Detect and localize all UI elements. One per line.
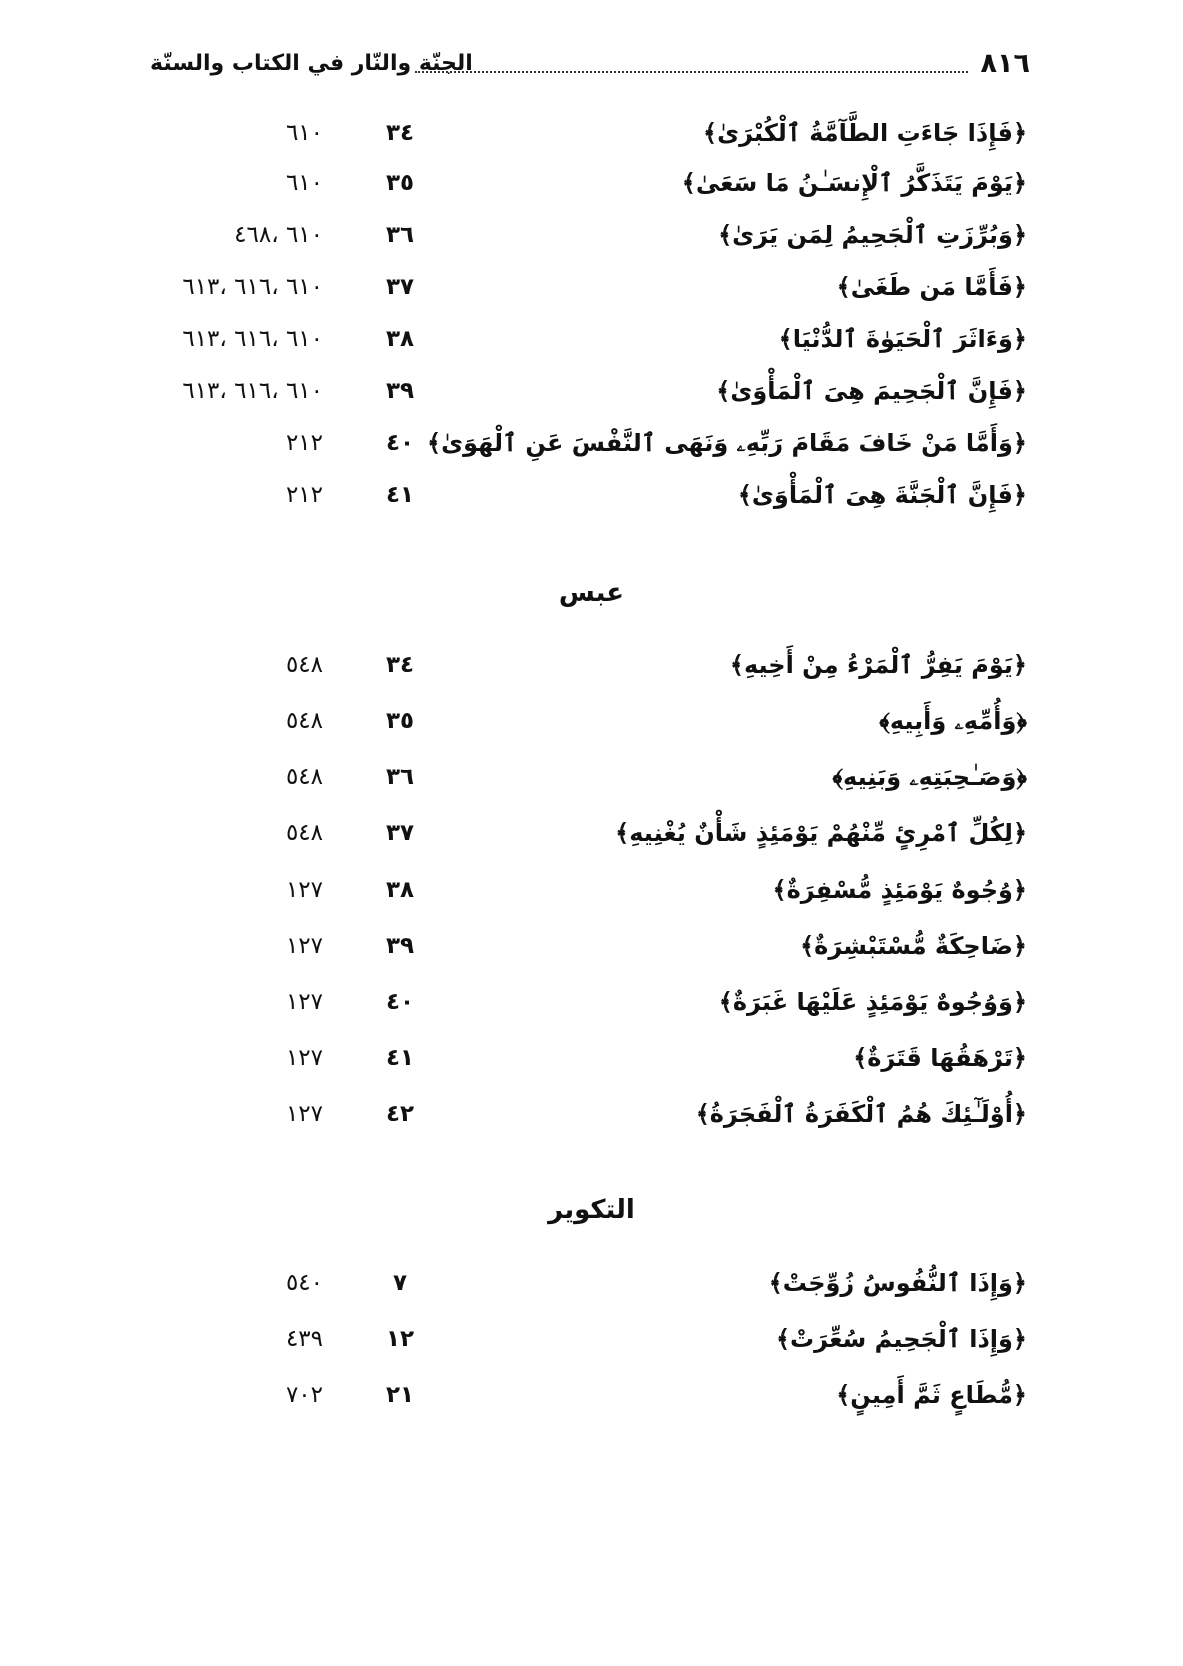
page-refs: ٤٣٩ [285, 1326, 323, 1352]
page-refs: ٦١٠ ،٦١٦ ،٦١٣ [182, 326, 323, 352]
ayah-text: ﴿وَإِذَا ٱلْجَحِيمُ سُعِّرَتْ﴾ [775, 1325, 1027, 1353]
page-number: ٨١٦ [980, 48, 1030, 79]
book-title: الجنّة والنّار في الكتاب والسنّة [150, 51, 473, 76]
verse-row [0, 366, 1183, 416]
verse-number: ٢١ [385, 1382, 415, 1408]
verse-row [0, 752, 1183, 802]
page-refs: ٥٤٨ [285, 708, 323, 734]
verse-number: ٣٧ [385, 274, 415, 300]
surah-heading: عبس [558, 578, 625, 608]
ayah-text: ﴿فَإِذَا جَاءَتِ الطَّآمَّةُ ٱلْكُبْرَىٰ﴾ [703, 119, 1027, 147]
ayah-text: ﴿وَصَـٰحِبَتِهِۦ وَبَنِيهِ﴾ [832, 763, 1027, 791]
page-refs: ١٢٧ [285, 877, 323, 903]
ayah-text: ﴿يَوْمَ يَفِرُّ ٱلْمَرْءُ مِنْ أَخِيهِ﴾ [729, 651, 1027, 679]
verse-row [0, 418, 1183, 468]
verse-row [0, 314, 1183, 364]
verse-number: ٣٧ [385, 820, 415, 846]
ayah-text: ﴿فَإِنَّ ٱلْجَحِيمَ هِىَ ٱلْمَأْوَىٰ﴾ [716, 377, 1027, 405]
ayah-text: ﴿فَأَمَّا مَن طَغَىٰ﴾ [836, 273, 1027, 301]
verse-row [0, 977, 1183, 1027]
verse-number: ٤٠ [385, 430, 415, 456]
ayah-text: ﴿ضَاحِكَةٌ مُّسْتَبْشِرَةٌ﴾ [800, 932, 1027, 960]
leader-dots [415, 71, 968, 73]
page-refs: ٦١٠ ،٤٦٨ [234, 222, 323, 248]
verse-number: ٣٩ [385, 933, 415, 959]
ayah-text: ﴿وَأَمَّا مَنْ خَافَ مَقَامَ رَبِّهِۦ وَنَهَى ٱلنَّفْسَ عَنِ ٱلْهَوَىٰ﴾ [427, 429, 1027, 457]
verse-number: ٤٢ [385, 1101, 415, 1127]
page-refs: ٥٤٨ [285, 764, 323, 790]
verse-row [0, 1370, 1183, 1420]
ayah-text: ﴿وُجُوهٌ يَوْمَئِذٍ مُّسْفِرَةٌ﴾ [772, 876, 1027, 904]
verse-number: ٣٤ [385, 120, 415, 146]
surah-heading: التكوير [548, 1195, 635, 1225]
page-refs: ١٢٧ [285, 1101, 323, 1127]
page-refs: ١٢٧ [285, 933, 323, 959]
verse-number: ٧ [392, 1270, 408, 1296]
verse-row [0, 1314, 1183, 1364]
page-refs: ٥٤٨ [285, 820, 323, 846]
page-refs: ١٢٧ [285, 989, 323, 1015]
verse-row [0, 470, 1183, 520]
running-head [150, 44, 1030, 84]
verse-row [0, 640, 1183, 690]
verse-number: ٣٩ [385, 378, 415, 404]
verse-row [0, 1258, 1183, 1308]
verse-number: ٣٤ [385, 652, 415, 678]
ayah-text: ﴿يَوْمَ يَتَذَكَّرُ ٱلْإِنسَـٰنُ مَا سَعَىٰ﴾ [681, 169, 1027, 197]
verse-row [0, 108, 1183, 158]
verse-number: ٤٠ [385, 989, 415, 1015]
ayah-text: ﴿وَأُمِّهِۦ وَأَبِيهِ﴾ [879, 707, 1027, 735]
ayah-text: ﴿فَإِنَّ ٱلْجَنَّةَ هِىَ ٱلْمَأْوَىٰ﴾ [737, 481, 1027, 509]
verse-row [0, 210, 1183, 260]
page-refs: ٢١٢ [285, 430, 323, 456]
page-refs: ٥٤٠ [285, 1270, 323, 1296]
verse-row [0, 696, 1183, 746]
ayah-text: ﴿وَوُجُوهٌ يَوْمَئِذٍ عَلَيْهَا غَبَرَةٌ﴾ [718, 988, 1027, 1016]
page-refs: ٢١٢ [285, 482, 323, 508]
ayah-text: ﴿وَبُرِّزَتِ ٱلْجَحِيمُ لِمَن يَرَىٰ﴾ [718, 221, 1027, 249]
ayah-text: ﴿تَرْهَقُهَا قَتَرَةٌ﴾ [853, 1044, 1027, 1072]
page-refs: ٦١٠ [285, 120, 323, 146]
ayah-text: ﴿وَإِذَا ٱلنُّفُوسُ زُوِّجَتْ﴾ [768, 1269, 1027, 1297]
verse-number: ٣٥ [385, 170, 415, 196]
page-refs: ٦١٠ ،٦١٦ ،٦١٣ [182, 274, 323, 300]
verse-number: ١٢ [385, 1326, 415, 1352]
verse-row [0, 865, 1183, 915]
verse-number: ٤١ [385, 482, 415, 508]
ayah-text: ﴿مُّطَاعٍ ثَمَّ أَمِينٍ﴾ [836, 1381, 1027, 1409]
page-refs: ١٢٧ [285, 1045, 323, 1071]
verse-row [0, 808, 1183, 858]
verse-number: ٣٨ [385, 326, 415, 352]
page-refs: ٦١٠ ،٦١٦ ،٦١٣ [182, 378, 323, 404]
page-refs: ٥٤٨ [285, 652, 323, 678]
verse-row [0, 921, 1183, 971]
page-refs: ٦١٠ [285, 170, 323, 196]
verse-number: ٣٦ [385, 222, 415, 248]
verse-row [0, 1033, 1183, 1083]
verse-number: ٣٨ [385, 877, 415, 903]
verse-row [0, 158, 1183, 208]
ayah-text: ﴿لِكُلِّ ٱمْرِئٍ مِّنْهُمْ يَوْمَئِذٍ شَأْنٌ يُغْنِيهِ﴾ [615, 819, 1027, 847]
ayah-text: ﴿وَءَاثَرَ ٱلْحَيَوٰةَ ٱلدُّنْيَا﴾ [778, 325, 1027, 353]
verse-number: ٣٥ [385, 708, 415, 734]
verse-number: ٤١ [385, 1045, 415, 1071]
page-refs: ٧٠٢ [285, 1382, 323, 1408]
verse-row [0, 1089, 1183, 1139]
verse-number: ٣٦ [385, 764, 415, 790]
verse-row [0, 262, 1183, 312]
ayah-text: ﴿أُوْلَـٰٓئِكَ هُمُ ٱلْكَفَرَةُ ٱلْفَجَرَةُ﴾ [695, 1100, 1027, 1128]
